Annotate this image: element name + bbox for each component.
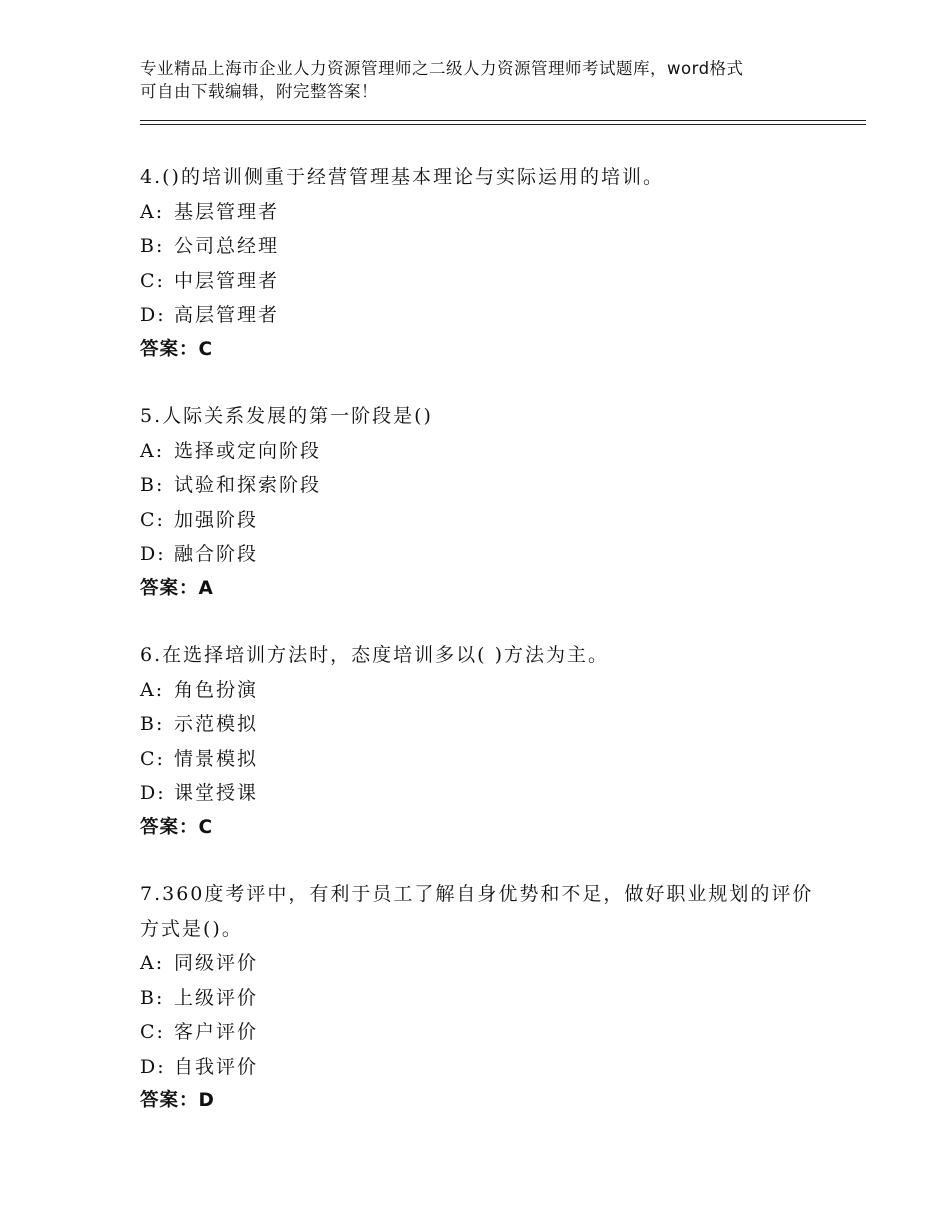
option-text: 情景模拟: [174, 747, 259, 770]
answer-line: [140, 333, 830, 368]
option-letter: C:: [140, 508, 165, 531]
answer-line: [140, 811, 830, 846]
option-text: 客户评价: [174, 1021, 259, 1043]
option-letter: D:: [140, 543, 166, 565]
option-text: 融合阶段: [174, 543, 259, 565]
option-c: [140, 742, 830, 777]
option-letter: C:: [140, 1021, 165, 1043]
header-divider-top: [140, 120, 866, 121]
question-6: [140, 638, 830, 845]
option-text: 选择或定向阶段: [174, 439, 322, 462]
header-title-line-2: 可自由下载编辑，附完整答案！: [140, 82, 378, 101]
option-text: 中层管理者: [174, 269, 280, 292]
option-text: 示范模拟: [174, 713, 259, 735]
option-a: [140, 195, 830, 230]
option-c: [140, 1015, 830, 1050]
option-text: 角色扮演: [174, 678, 259, 701]
question-stem: 7.360度考评中，有利于员工了解自身优势和不足，做好职业规划的评价方式是()。: [140, 883, 814, 940]
option-b: [140, 707, 830, 742]
option-a: [140, 673, 830, 708]
option-b: [140, 981, 830, 1016]
option-c: [140, 503, 830, 538]
option-letter: D:: [140, 782, 166, 804]
option-text: 基层管理者: [174, 200, 280, 223]
option-letter: B:: [140, 235, 165, 257]
option-letter: D:: [140, 1055, 166, 1078]
question-stem: 4.()的培训侧重于经营管理基本理论与实际运用的培训。: [140, 166, 664, 188]
option-letter: B:: [140, 713, 165, 735]
option-letter: B:: [140, 474, 165, 496]
option-d: [140, 298, 830, 333]
document-header: [140, 57, 820, 103]
answer-label: 答案：: [140, 577, 199, 599]
option-text: 加强阶段: [174, 508, 259, 531]
answer-label: 答案：: [140, 1090, 199, 1111]
answer-value: A: [198, 577, 214, 599]
option-text: 上级评价: [174, 986, 259, 1009]
question-7: [140, 877, 830, 1119]
option-text: 自我评价: [174, 1055, 259, 1078]
option-letter: A:: [140, 200, 165, 223]
option-c: [140, 264, 830, 299]
question-4: [140, 160, 830, 367]
option-text: 高层管理者: [174, 304, 280, 326]
option-d: [140, 776, 830, 811]
answer-value: C: [198, 338, 214, 360]
option-b: [140, 229, 830, 264]
answer-label: 答案：: [140, 816, 199, 838]
option-letter: C:: [140, 747, 165, 770]
answer-label: 答案：: [140, 338, 199, 360]
option-letter: A:: [140, 952, 165, 974]
header-title-line-1: 专业精品上海市企业人力资源管理师之二级人力资源管理师考试题库，word格式: [140, 59, 744, 78]
header-divider-bottom: [140, 124, 866, 125]
option-letter: D:: [140, 304, 166, 326]
answer-value: C: [198, 816, 214, 838]
option-text: 课堂授课: [174, 782, 259, 804]
answer-line: [140, 572, 830, 607]
option-b: [140, 468, 830, 503]
option-letter: A:: [140, 439, 165, 462]
option-text: 试验和探索阶段: [174, 474, 322, 496]
option-text: 同级评价: [174, 952, 259, 974]
question-stem: 6.在选择培训方法时，态度培训多以( )方法为主。: [140, 644, 609, 666]
option-d: [140, 1050, 830, 1085]
option-d: [140, 537, 830, 572]
question-5: [140, 399, 830, 606]
question-stem: 5.人际关系发展的第一阶段是(): [140, 405, 433, 427]
option-text: 公司总经理: [174, 235, 280, 257]
option-letter: B:: [140, 986, 165, 1009]
answer-value: D: [198, 1090, 215, 1111]
option-letter: A:: [140, 678, 165, 701]
option-letter: C:: [140, 269, 165, 292]
answer-line: [140, 1084, 830, 1119]
option-a: [140, 946, 830, 981]
option-a: [140, 434, 830, 469]
